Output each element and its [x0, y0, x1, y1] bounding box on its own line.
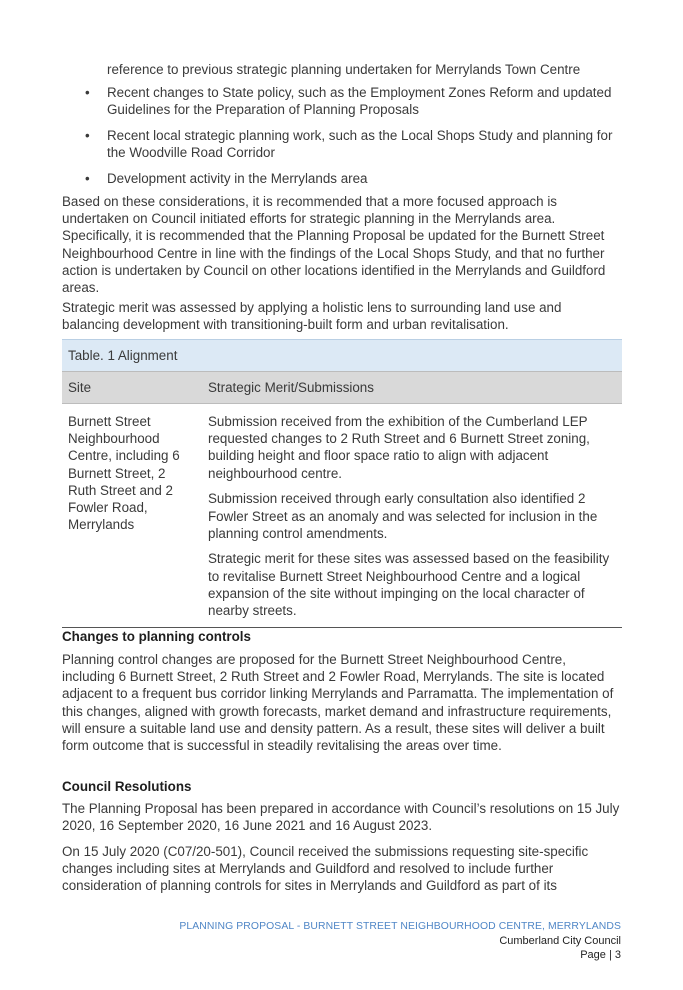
- site-cell: Burnett Street Neighbourhood Centre, including 6 Burnett Street, 2 Ruth Street and 2 Fowler Road, Merrylands: [62, 404, 202, 628]
- merit-paragraph: Strategic merit for these sites was assessed based on the feasibility to revitalise Burnett Street Neighbourhood Centre and a logical expansion of the site without impinging on the local character of nearby streets.: [208, 551, 610, 619]
- merit-paragraph: Submission received from the exhibition of the Cumberland LEP requested changes to 2 Ruth Street and 6 Burnett Street zoning, building height and floor space ratio to align with adjacent neighbourhood centre.: [208, 414, 590, 481]
- resolutions-paragraph-2: On 15 July 2020 (C07/20-501), Council received the submissions requesting site-specific changes including sites at Merrylands and Guildford and resolved to include further consideration of planning controls for sites in Merrylands and Guildford as part of its: [62, 844, 589, 894]
- considerations-paragraph: Based on these considerations, it is recommended that a more focused approach is undertaken on Council initiated efforts for strategic planning in the Merrylands area. Specifically, it is recommended that the Planning Proposal be updated for the Burnett Street Neighbourhood Centre in line with the findings of the Local Shops Study, and that no further action is undertaken by Council on other locations identified in the Merrylands and Guildford areas.: [62, 194, 606, 296]
- alignment-table: [62, 339, 622, 628]
- bullet-item: [62, 84, 622, 118]
- bullet-text: Recent local strategic planning work, such as the Local Shops Study and planning for the Woodville Road Corridor: [107, 127, 613, 161]
- header-strategic-merit: Strategic Merit/Submissions: [202, 372, 622, 404]
- merit-paragraph: Submission received through early consultation also identified 2 Fowler Street as an anomaly and was selected for inclusion in the planning control amendments.: [208, 491, 598, 541]
- resolutions-paragraph-1: The Planning Proposal has been prepared in accordance with Council’s resolutions on 15 July 2020, 16 September 2020, 16 June 2021 and 16 August 2023.: [62, 801, 620, 834]
- bullet-list: [62, 84, 622, 196]
- footer-document-title: PLANNING PROPOSAL - BURNETT STREET NEIGHBOURHOOD CENTRE, MERRYLANDS: [179, 921, 621, 932]
- merit-cell: [202, 404, 622, 628]
- table-row: [62, 404, 622, 628]
- bullet-text: Recent changes to State policy, such as the Employment Zones Reform and updated Guidelines for the Preparation of Planning Proposals: [107, 85, 612, 118]
- bullet-item: [62, 127, 622, 161]
- table-caption: Table. 1 Alignment: [62, 340, 622, 372]
- table-header-row: [62, 372, 622, 404]
- footer-page-number: Page | 3: [580, 949, 621, 961]
- bullet-dot-icon: •: [85, 127, 90, 143]
- bullet-text: Development activity in the Merrylands area: [107, 170, 368, 186]
- resolutions-heading: Council Resolutions: [62, 779, 192, 794]
- bullet-dot-icon: •: [85, 85, 90, 100]
- strategic-merit-paragraph: Strategic merit was assessed by applying a holistic lens to surrounding land use and balancing development with transitioning-built form and urban revitalisation.: [62, 300, 562, 333]
- bullet-item: [62, 170, 622, 187]
- intro-continuation: reference to previous strategic planning undertaken for Merrylands Town Centre: [107, 62, 581, 77]
- header-site: Site: [62, 372, 202, 404]
- footer-organisation: Cumberland City Council: [499, 935, 621, 947]
- table-caption-row: [62, 340, 622, 372]
- bullet-dot-icon: •: [85, 170, 90, 186]
- changes-heading: Changes to planning controls: [62, 629, 251, 644]
- changes-paragraph: Planning control changes are proposed for the Burnett Street Neighbourhood Centre, including 6 Burnett Street, 2 Ruth Street and 2 Fowler Road, Merrylands. The site is located adjacent to a frequent bus corridor linking Merrylands and Parramatta. The implementation of this changes, aligned with growth forecasts, market demand and infrastructure requirements, will ensure a suitable land use and density pattern. As a result, these sites will deliver a built form outcome that is successful in steadily revitalising the areas over time.: [62, 652, 614, 754]
